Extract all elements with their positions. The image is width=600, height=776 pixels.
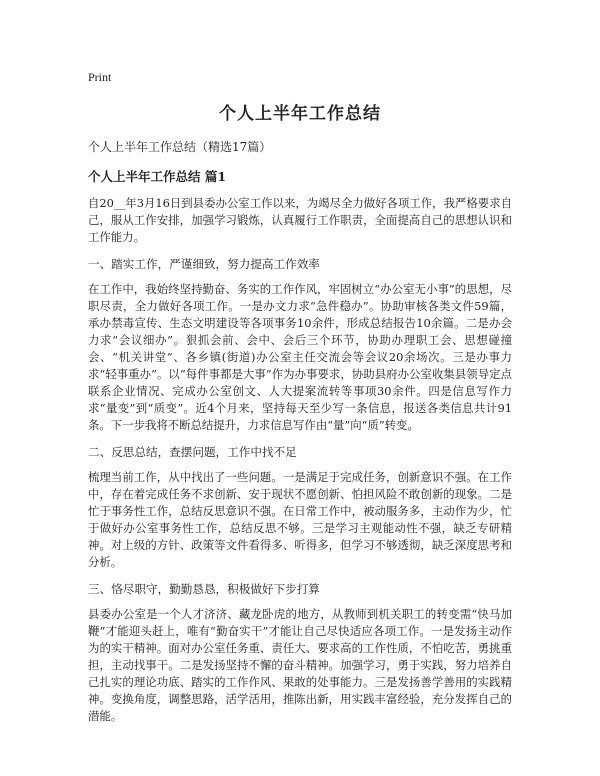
page-title: 个人上半年工作总结 [219, 104, 381, 124]
print-link[interactable]: Print [88, 70, 112, 84]
article-heading: 个人上半年工作总结 篇1 [88, 169, 227, 184]
intro-paragraph: 自20__年3月16日到县委办公室工作以来，为竭尽全力做好各项工作，我严格要求自己，服从工作安排，加强学习锻炼，认真履行工作职责，全面提高自己的思想认识和工作能力。 [88, 196, 512, 244]
section-heading-1: 一、踏实工作，严谨细致，努力提高工作效率 [88, 257, 320, 271]
section-body-3: 县委办公室是一个人才济济、藏龙卧虎的地方，从教师到机关职工的转变需“快马加鞭”才能迎头赶上，唯有“勤奋实干”才能让自己尽快适应各项工作。一是发扬主动作为的实干精神。面对办公室任务重、责任大、要求高的工作性质，不怕吃苦，勇挑重担，主动找事干。二是发扬坚持不懈的奋斗精神。加强学习，勇于实践，努力培养自己扎实的理论功底、踏实的工作作风、果敢的处事能力。三是发扬善学善用的实践精神。变换角度，调整思路，活学活用，推陈出新，用实践丰富经验，充分发挥自己的潜能。 [88, 607, 512, 723]
section-heading-2: 二、反思总结，查摆问题，工作中找不足 [88, 445, 297, 459]
section-heading-3: 三、恪尽职守，勤勤恳恳，积极做好下步打算 [88, 582, 320, 596]
section-body-1: 在工作中，我始终坚持勤奋、务实的工作作风，牢固树立“办公室无小事”的思想，尽职尽责，全力做好各项工作。一是办文力求“急件稳办”。协助审核各类文件59篇，承办禁毒宣传、生态文明建设等各项事务10余件，形成总结报告10余篇。二是办会力求“会议细办”。狠抓会前、会中、会后三个环节，协助办理职工会、思想碰撞会、“机关讲堂”、各乡镇(街道)办公室主任交流会等会议20余场次。三是办事力求“轻事重办”。以“每件事都是大事”作为办事要求，协助县府办公室收集县领导定点联系企业情况、完成办公室创文、人大提案流转等事项30余件。四是信息写作力求“量变”到“质变”。近4个月来，坚持每天至少写一条信息，报送各类信息共计91条。下一步我将不断总结提升，力求信息写作由“量”向“质”转变。 [88, 282, 512, 432]
document-subtitle: 个人上半年工作总结（精选17篇） [88, 140, 272, 154]
section-body-2: 梳理当前工作，从中找出了一些问题。一是满足于完成任务，创新意识不强。在工作中，存在着完成任务不求创新、安于现状不愿创新、怕担风险不敢创新的现象。二是忙于事务性工作，总结反思意识不强。在日常工作中，被动服务多，主动作为少，忙于做好办公室事务性工作，总结反思不够。三是学习主观能动性不强，缺乏专研精神。对上级的方针、政策等文件看得多、听得多，但学习不够透彻，缺乏深度思考和分析。 [88, 470, 512, 569]
